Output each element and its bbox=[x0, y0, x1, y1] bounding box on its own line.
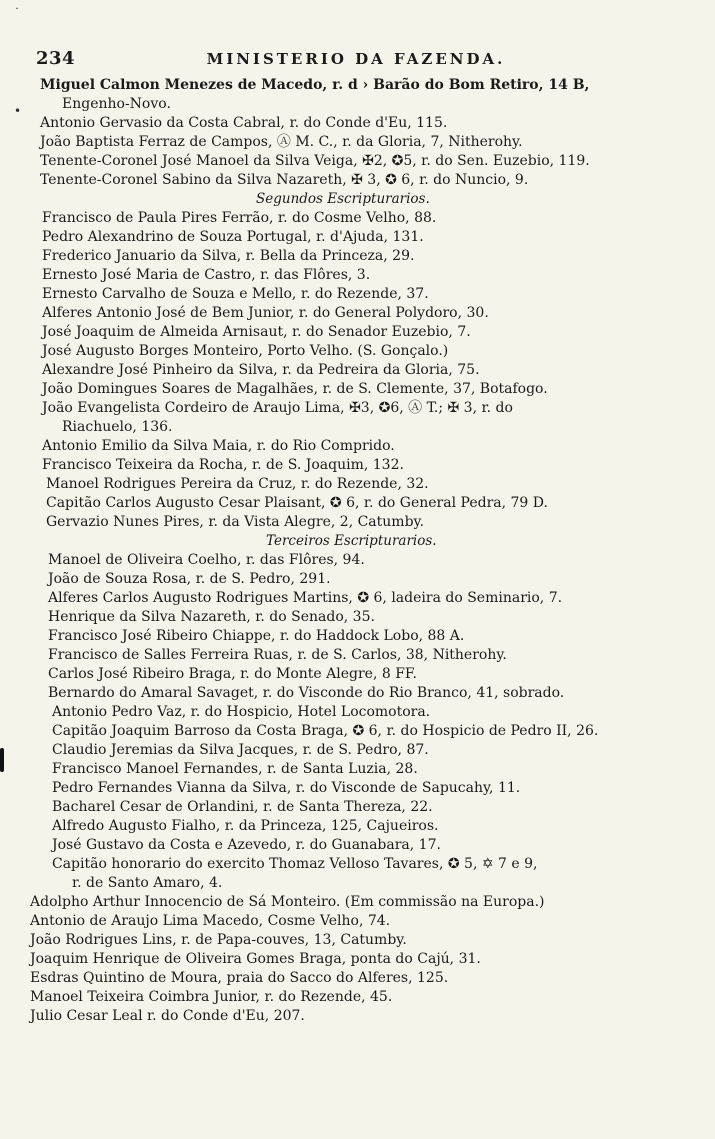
directory-line: Francisco José Ribeiro Chiappe, r. do Haddock Lobo, 88 A. bbox=[48, 628, 465, 644]
directory-line: João Rodrigues Lins, r. de Papa-couves, 13, Catumby. bbox=[30, 932, 407, 948]
directory-line: Adolpho Arthur Innocencio de Sá Monteiro. (Em commissão na Europa.) bbox=[30, 894, 545, 910]
directory-line: Capitão honorario do exercito Thomaz Velloso Tavares, ✪ 5, ✡ 7 e 9, bbox=[52, 856, 538, 872]
section-heading: Segundos Escripturarios. bbox=[256, 191, 430, 207]
directory-line: Julio Cesar Leal r. do Conde d'Eu, 207. bbox=[30, 1008, 305, 1024]
directory-line: Tenente-Coronel Sabino da Silva Nazareth, ✠ 3, ✪ 6, r. do Nuncio, 9. bbox=[40, 172, 529, 188]
directory-line: Joaquim Henrique de Oliveira Gomes Braga, ponta do Cajú, 31. bbox=[30, 951, 481, 967]
directory-line: Miguel Calmon Menezes de Macedo, r. d › Barão do Bom Retiro, 14 B, bbox=[40, 77, 590, 93]
directory-line: Antonio Pedro Vaz, r. do Hospicio, Hotel Locomotora. bbox=[52, 704, 431, 720]
directory-line: Capitão Carlos Augusto Cesar Plaisant, ✪ 6, r. do General Pedra, 79 D. bbox=[46, 495, 548, 511]
directory-line: Antonio Gervasio da Costa Cabral, r. do Conde d'Eu, 115. bbox=[40, 115, 448, 131]
directory-line: Tenente-Coronel José Manoel da Silva Veiga, ✠2, ✪5, r. do Sen. Euzebio, 119. bbox=[40, 153, 590, 169]
directory-line: Alexandre José Pinheiro da Silva, r. da Pedreira da Gloria, 75. bbox=[42, 362, 480, 378]
directory-line: Francisco de Paula Pires Ferrão, r. do Cosme Velho, 88. bbox=[42, 210, 437, 226]
directory-line: Bernardo do Amaral Savaget, r. do Visconde do Rio Branco, 41, sobrado. bbox=[48, 685, 565, 701]
directory-line: Francisco Teixeira da Rocha, r. de S. Joaquim, 132. bbox=[42, 457, 404, 473]
directory-line: Claudio Jeremias da Silva Jacques, r. de S. Pedro, 87. bbox=[52, 742, 429, 758]
directory-line: José Augusto Borges Monteiro, Porto Velho. (S. Gonçalo.) bbox=[42, 343, 449, 359]
directory-line: João Domingues Soares de Magalhães, r. de S. Clemente, 37, Botafogo. bbox=[42, 381, 548, 397]
directory-line: José Joaquim de Almeida Arnisaut, r. do Senador Euzebio, 7. bbox=[42, 324, 471, 340]
directory-line: Gervazio Nunes Pires, r. da Vista Alegre, 2, Catumby. bbox=[46, 514, 425, 530]
directory-line: João Baptista Ferraz de Campos, Ⓐ M. C., r. da Gloria, 7, Nitherohy. bbox=[40, 134, 523, 150]
directory-line: Antonio de Araujo Lima Macedo, Cosme Velho, 74. bbox=[30, 913, 391, 929]
directory-line: Ernesto Carvalho de Souza e Mello, r. do Rezende, 37. bbox=[42, 286, 429, 302]
directory-line: Ernesto José Maria de Castro, r. das Flôres, 3. bbox=[42, 267, 371, 283]
margin-bullet-mark: • bbox=[14, 104, 22, 118]
directory-line: Alfredo Augusto Fialho, r. da Princeza, 125, Cajueiros. bbox=[52, 818, 439, 834]
directory-line: Pedro Fernandes Vianna da Silva, r. do Visconde de Sapucahy, 11. bbox=[52, 780, 521, 796]
page-header bbox=[36, 48, 676, 72]
directory-line: José Gustavo da Costa e Azevedo, r. do Guanabara, 17. bbox=[52, 837, 441, 853]
directory-entries bbox=[0, 76, 715, 1026]
directory-line: Capitão Joaquim Barroso da Costa Braga, ✪ 6, r. do Hospicio de Pedro II, 26. bbox=[52, 723, 599, 739]
directory-line: Carlos José Ribeiro Braga, r. do Monte Alegre, 8 FF. bbox=[48, 666, 417, 682]
directory-line: Engenho-Novo. bbox=[62, 96, 171, 112]
directory-line: Francisco de Salles Ferreira Ruas, r. de S. Carlos, 38, Nitherohy. bbox=[48, 647, 507, 663]
directory-line: Francisco Manoel Fernandes, r. de Santa Luzia, 28. bbox=[52, 761, 418, 777]
page-number: 234 bbox=[36, 48, 76, 69]
directory-line: Antonio Emilio da Silva Maia, r. do Rio Comprido. bbox=[42, 438, 395, 454]
directory-line: Manoel de Oliveira Coelho, r. das Flôres, 94. bbox=[48, 552, 365, 568]
directory-line: Frederico Januario da Silva, r. Bella da Princeza, 29. bbox=[42, 248, 415, 264]
directory-line: João de Souza Rosa, r. de S. Pedro, 291. bbox=[48, 571, 331, 587]
directory-line: r. de Santo Amaro, 4. bbox=[72, 875, 223, 891]
directory-line: Manoel Teixeira Coimbra Junior, r. do Rezende, 45. bbox=[30, 989, 393, 1005]
directory-line: Esdras Quintino de Moura, praia do Sacco do Alferes, 125. bbox=[30, 970, 449, 986]
directory-line: Riachuelo, 136. bbox=[62, 419, 173, 435]
directory-line: Alferes Carlos Augusto Rodrigues Martins, ✪ 6, ladeira do Seminario, 7. bbox=[48, 590, 563, 606]
directory-line: Henrique da Silva Nazareth, r. do Senado, 35. bbox=[48, 609, 375, 625]
margin-speck-mark: ˙ bbox=[14, 6, 20, 20]
running-title: MINISTERIO DA FAZENDA. bbox=[206, 50, 506, 68]
directory-line: Manoel Rodrigues Pereira da Cruz, r. do Rezende, 32. bbox=[46, 476, 429, 492]
directory-line: Pedro Alexandrino de Souza Portugal, r. d'Ajuda, 131. bbox=[42, 229, 424, 245]
directory-line: Alferes Antonio José de Bem Junior, r. do General Polydoro, 30. bbox=[42, 305, 489, 321]
directory-line: Bacharel Cesar de Orlandini, r. de Santa Thereza, 22. bbox=[52, 799, 433, 815]
section-heading: Terceiros Escripturarios. bbox=[266, 533, 437, 549]
directory-line: João Evangelista Cordeiro de Araujo Lima, ✠3, ✪6, Ⓐ T.; ✠ 3, r. do bbox=[42, 400, 513, 416]
